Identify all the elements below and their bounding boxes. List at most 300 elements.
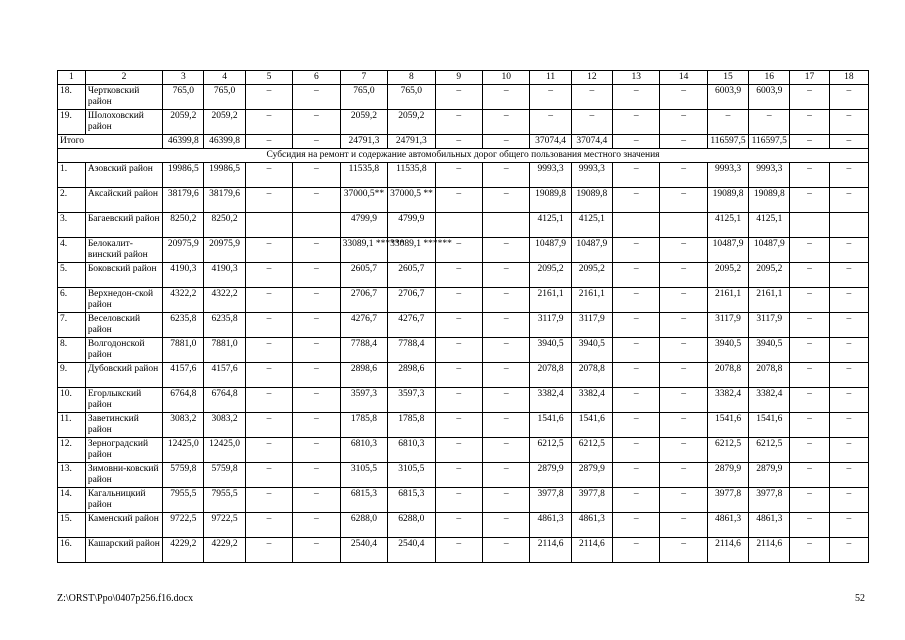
- table-row: [58, 463, 869, 488]
- value-cell: 765,0: [388, 85, 435, 110]
- row-number: 5.: [58, 263, 86, 288]
- value-cell: 2898,6: [388, 363, 435, 388]
- value-cell: –: [293, 288, 340, 313]
- value-cell: –: [435, 463, 482, 488]
- value-cell: 2161,1: [530, 288, 571, 313]
- district-name: Верхнедон-ской район: [85, 288, 162, 313]
- value-cell: 10487,9: [707, 238, 748, 263]
- value-cell: 2706,7: [340, 288, 387, 313]
- value-cell: 3382,4: [749, 388, 790, 413]
- value-cell: –: [293, 110, 340, 135]
- value-cell: 11535,8: [388, 163, 435, 188]
- value-cell: –: [293, 413, 340, 438]
- value-cell: 4322,2: [204, 288, 245, 313]
- district-name: Боковский район: [85, 263, 162, 288]
- value-cell: –: [245, 438, 292, 463]
- value-cell: –: [613, 313, 660, 338]
- value-cell: [483, 213, 530, 238]
- value-cell: –: [293, 488, 340, 513]
- value-cell: –: [613, 513, 660, 538]
- total-label: Итого: [58, 135, 163, 149]
- value-cell: 1541,6: [530, 413, 571, 438]
- header-cell: 10: [483, 71, 530, 85]
- value-cell: –: [790, 238, 829, 263]
- value-cell: –: [245, 488, 292, 513]
- value-cell: –: [293, 263, 340, 288]
- header-cell: 13: [613, 71, 660, 85]
- value-cell: –: [790, 513, 829, 538]
- value-cell: 10487,9: [530, 238, 571, 263]
- total-value-cell: –: [829, 135, 868, 149]
- value-cell: –: [660, 163, 707, 188]
- value-cell: 6235,8: [163, 313, 204, 338]
- value-cell: –: [435, 110, 482, 135]
- value-cell: 2114,6: [749, 538, 790, 563]
- value-cell: –: [435, 438, 482, 463]
- total-value-cell: –: [483, 135, 530, 149]
- district-name: Кагальницкий район: [85, 488, 162, 513]
- value-cell: –: [829, 538, 868, 563]
- district-name: Волгодонской район: [85, 338, 162, 363]
- value-cell: 7881,0: [163, 338, 204, 363]
- value-cell: –: [245, 338, 292, 363]
- row-number: 7.: [58, 313, 86, 338]
- district-name: Зимовни-ковский район: [85, 463, 162, 488]
- value-cell: –: [660, 413, 707, 438]
- value-cell: 3940,5: [530, 338, 571, 363]
- table-row: [58, 188, 869, 213]
- value-cell: –: [293, 85, 340, 110]
- value-cell: 9993,3: [749, 163, 790, 188]
- value-cell: 19089,8: [707, 188, 748, 213]
- value-cell: 7955,5: [163, 488, 204, 513]
- value-cell: 6212,5: [707, 438, 748, 463]
- value-cell: 4229,2: [163, 538, 204, 563]
- value-cell: 6764,8: [204, 388, 245, 413]
- value-cell: [245, 213, 292, 238]
- value-cell: –: [790, 163, 829, 188]
- value-cell: 6212,5: [571, 438, 612, 463]
- value-cell: –: [293, 363, 340, 388]
- value-cell: 2078,8: [571, 363, 612, 388]
- value-cell: –: [790, 188, 829, 213]
- value-cell: 2879,9: [571, 463, 612, 488]
- value-cell: 3940,5: [571, 338, 612, 363]
- value-cell: –: [829, 438, 868, 463]
- value-cell: –: [829, 513, 868, 538]
- total-value-cell: 24791,3: [340, 135, 387, 149]
- value-cell: 9722,5: [204, 513, 245, 538]
- value-cell: –: [245, 85, 292, 110]
- value-cell: –: [483, 263, 530, 288]
- header-cell: 1: [58, 71, 86, 85]
- district-name: Чертковский район: [85, 85, 162, 110]
- value-cell: –: [660, 288, 707, 313]
- value-cell: 1785,8: [388, 413, 435, 438]
- value-cell: –: [435, 338, 482, 363]
- value-cell: –: [245, 538, 292, 563]
- value-cell: 8250,2: [163, 213, 204, 238]
- value-cell: –: [660, 110, 707, 135]
- row-number: 1.: [58, 163, 86, 188]
- value-cell: –: [660, 388, 707, 413]
- value-cell: 4861,3: [571, 513, 612, 538]
- value-cell: –: [483, 388, 530, 413]
- value-cell: –: [660, 188, 707, 213]
- row-number: 6.: [58, 288, 86, 313]
- value-cell: –: [660, 263, 707, 288]
- value-cell: –: [660, 438, 707, 463]
- table-row: [58, 413, 869, 438]
- value-cell: –: [829, 338, 868, 363]
- value-cell: 2879,9: [707, 463, 748, 488]
- header-cell: 5: [245, 71, 292, 85]
- value-cell: –: [245, 238, 292, 263]
- district-name: Дубовский район: [85, 363, 162, 388]
- value-cell: 4125,1: [749, 213, 790, 238]
- value-cell: –: [613, 263, 660, 288]
- value-cell: 2095,2: [530, 263, 571, 288]
- value-cell: 4276,7: [388, 313, 435, 338]
- table-row: [58, 85, 869, 110]
- value-cell: 2078,8: [707, 363, 748, 388]
- value-cell: 19986,5: [163, 163, 204, 188]
- value-cell: –: [571, 110, 612, 135]
- header-cell: 15: [707, 71, 748, 85]
- value-cell: 5759,8: [163, 463, 204, 488]
- total-value-cell: –: [660, 135, 707, 149]
- value-cell: 3117,9: [749, 313, 790, 338]
- value-cell: 765,0: [163, 85, 204, 110]
- value-cell: –: [660, 463, 707, 488]
- value-cell: 4799,9: [340, 213, 387, 238]
- row-number: 3.: [58, 213, 86, 238]
- value-cell: –: [435, 413, 482, 438]
- value-cell: 7955,5: [204, 488, 245, 513]
- table-row: [58, 288, 869, 313]
- value-cell: 4190,3: [163, 263, 204, 288]
- value-cell: –: [245, 513, 292, 538]
- value-cell: 2095,2: [571, 263, 612, 288]
- header-row: [58, 71, 869, 85]
- value-cell: [790, 213, 829, 238]
- district-name: Заветинский район: [85, 413, 162, 438]
- value-cell: –: [613, 338, 660, 363]
- value-cell: [435, 213, 482, 238]
- value-cell: –: [245, 363, 292, 388]
- total-value-cell: –: [245, 135, 292, 149]
- value-cell: –: [483, 488, 530, 513]
- value-cell: 2078,8: [749, 363, 790, 388]
- total-value-cell: 46399,8: [163, 135, 204, 149]
- value-cell: 765,0: [340, 85, 387, 110]
- value-cell: 3382,4: [707, 388, 748, 413]
- value-cell: 6815,3: [340, 488, 387, 513]
- value-cell: –: [829, 388, 868, 413]
- table-row: [58, 238, 869, 263]
- value-cell: 2540,4: [388, 538, 435, 563]
- value-cell: –: [613, 188, 660, 213]
- district-name: Азовский район: [85, 163, 162, 188]
- value-cell: 4190,3: [204, 263, 245, 288]
- value-cell: –: [293, 463, 340, 488]
- value-cell: 10487,9: [749, 238, 790, 263]
- value-cell: –: [435, 163, 482, 188]
- value-cell: 20975,9: [163, 238, 204, 263]
- total-value-cell: 46399,8: [204, 135, 245, 149]
- value-cell: 3977,8: [749, 488, 790, 513]
- total-value-cell: 37074,4: [530, 135, 571, 149]
- value-cell: –: [483, 463, 530, 488]
- value-cell: 3083,2: [163, 413, 204, 438]
- value-cell: –: [790, 413, 829, 438]
- row-number: 8.: [58, 338, 86, 363]
- value-cell: 4157,6: [163, 363, 204, 388]
- value-cell: –: [483, 238, 530, 263]
- value-cell: –: [293, 388, 340, 413]
- value-cell: –: [435, 538, 482, 563]
- value-cell: –: [245, 288, 292, 313]
- value-cell: 9993,3: [571, 163, 612, 188]
- value-cell: 20975,9: [204, 238, 245, 263]
- value-cell: –: [790, 338, 829, 363]
- total-value-cell: 116597,5: [707, 135, 748, 149]
- value-cell: –: [483, 85, 530, 110]
- value-cell: 6235,8: [204, 313, 245, 338]
- row-number: 2.: [58, 188, 86, 213]
- header-cell: 16: [749, 71, 790, 85]
- value-cell: –: [245, 188, 292, 213]
- value-cell: –: [829, 163, 868, 188]
- value-cell: 6810,3: [340, 438, 387, 463]
- section-row: [58, 149, 869, 163]
- value-cell: 11535,8: [340, 163, 387, 188]
- value-cell: –: [613, 463, 660, 488]
- value-cell: –: [660, 85, 707, 110]
- value-cell: –: [435, 363, 482, 388]
- value-cell: –: [790, 438, 829, 463]
- value-cell: 2114,6: [707, 538, 748, 563]
- value-cell: –: [790, 263, 829, 288]
- value-cell: –: [483, 438, 530, 463]
- table-row: [58, 388, 869, 413]
- value-cell: –: [829, 263, 868, 288]
- value-cell: 3977,8: [530, 488, 571, 513]
- value-cell: –: [245, 263, 292, 288]
- value-cell: –: [790, 85, 829, 110]
- value-cell: –: [613, 363, 660, 388]
- value-cell: 2114,6: [571, 538, 612, 563]
- value-cell: 1541,6: [707, 413, 748, 438]
- value-cell: 2161,1: [749, 288, 790, 313]
- value-cell: 3597,3: [388, 388, 435, 413]
- row-number: 9.: [58, 363, 86, 388]
- header-cell: 18: [829, 71, 868, 85]
- value-cell: –: [293, 188, 340, 213]
- value-cell: 3105,5: [388, 463, 435, 488]
- value-cell: 38179,6: [204, 188, 245, 213]
- header-cell: 12: [571, 71, 612, 85]
- value-cell: –: [293, 163, 340, 188]
- value-cell: 37000,5**: [340, 188, 387, 213]
- value-cell: –: [829, 313, 868, 338]
- value-cell: –: [790, 288, 829, 313]
- value-cell: 6212,5: [530, 438, 571, 463]
- value-cell: [829, 213, 868, 238]
- row-number: 16.: [58, 538, 86, 563]
- value-cell: 2605,7: [388, 263, 435, 288]
- value-cell: 5759,8: [204, 463, 245, 488]
- header-cell: 14: [660, 71, 707, 85]
- header-cell: 3: [163, 71, 204, 85]
- value-cell: 6764,8: [163, 388, 204, 413]
- district-name: Егорлыкский район: [85, 388, 162, 413]
- value-cell: –: [790, 538, 829, 563]
- table-row: [58, 263, 869, 288]
- value-cell: –: [613, 538, 660, 563]
- value-cell: –: [435, 188, 482, 213]
- value-cell: –: [829, 188, 868, 213]
- value-cell: 6212,5: [749, 438, 790, 463]
- table-row: [58, 513, 869, 538]
- row-number: 15.: [58, 513, 86, 538]
- value-cell: 1785,8: [340, 413, 387, 438]
- value-cell: 6288,0: [388, 513, 435, 538]
- value-cell: –: [245, 463, 292, 488]
- value-cell: –: [435, 288, 482, 313]
- value-cell: 4322,2: [163, 288, 204, 313]
- value-cell: 38179,6: [163, 188, 204, 213]
- value-cell: –: [435, 85, 482, 110]
- total-value-cell: –: [435, 135, 482, 149]
- value-cell: –: [790, 363, 829, 388]
- value-cell: 3083,2: [204, 413, 245, 438]
- value-cell: 6003,9: [707, 85, 748, 110]
- value-cell: 4861,3: [749, 513, 790, 538]
- footer-page-number: 52: [855, 593, 865, 604]
- district-name: Белокалит-винский район: [85, 238, 162, 263]
- district-name: Каменский район: [85, 513, 162, 538]
- value-cell: –: [435, 313, 482, 338]
- value-cell: [613, 213, 660, 238]
- district-name: Веселовский район: [85, 313, 162, 338]
- table-row: [58, 538, 869, 563]
- value-cell: 10487,9: [571, 238, 612, 263]
- header-cell: 4: [204, 71, 245, 85]
- total-value-cell: –: [293, 135, 340, 149]
- value-cell: –: [660, 338, 707, 363]
- value-cell: –: [790, 313, 829, 338]
- value-cell: 6003,9: [749, 85, 790, 110]
- value-cell: –: [829, 85, 868, 110]
- district-name: Кашарский район: [85, 538, 162, 563]
- value-cell: –: [245, 388, 292, 413]
- value-cell: 2605,7: [340, 263, 387, 288]
- header-cell: 6: [293, 71, 340, 85]
- value-cell: –: [483, 110, 530, 135]
- row-number: 4.: [58, 238, 86, 263]
- value-cell: 4861,3: [707, 513, 748, 538]
- value-cell: 2879,9: [749, 463, 790, 488]
- value-cell: –: [829, 238, 868, 263]
- total-value-cell: 116597,5: [749, 135, 790, 149]
- value-cell: –: [483, 513, 530, 538]
- value-cell: –: [530, 110, 571, 135]
- table-row: [58, 213, 869, 238]
- data-table: [57, 70, 869, 563]
- value-cell: 4125,1: [571, 213, 612, 238]
- value-cell: 12425,0: [204, 438, 245, 463]
- value-cell: –: [245, 163, 292, 188]
- value-cell: –: [483, 163, 530, 188]
- value-cell: 9722,5: [163, 513, 204, 538]
- value-cell: 765,0: [204, 85, 245, 110]
- value-cell: –: [293, 513, 340, 538]
- value-cell: 2898,6: [340, 363, 387, 388]
- value-cell: 9993,3: [530, 163, 571, 188]
- value-cell: –: [245, 110, 292, 135]
- value-cell: 19089,8: [571, 188, 612, 213]
- value-cell: 9993,3: [707, 163, 748, 188]
- value-cell: –: [660, 238, 707, 263]
- value-cell: 2879,9: [530, 463, 571, 488]
- header-cell: 7: [340, 71, 387, 85]
- table-row: [58, 313, 869, 338]
- value-cell: –: [435, 388, 482, 413]
- value-cell: 2114,6: [530, 538, 571, 563]
- header-cell: 17: [790, 71, 829, 85]
- value-cell: 4125,1: [530, 213, 571, 238]
- value-cell: –: [245, 313, 292, 338]
- value-cell: 6815,3: [388, 488, 435, 513]
- table-row: [58, 363, 869, 388]
- value-cell: –: [613, 438, 660, 463]
- value-cell: 3597,3: [340, 388, 387, 413]
- value-cell: 3940,5: [749, 338, 790, 363]
- value-cell: –: [483, 288, 530, 313]
- table-row: [58, 338, 869, 363]
- value-cell: –: [293, 313, 340, 338]
- value-cell: –: [483, 338, 530, 363]
- value-cell: –: [660, 538, 707, 563]
- value-cell: 4157,6: [204, 363, 245, 388]
- district-name: Шолоховский район: [85, 110, 162, 135]
- value-cell: 6810,3: [388, 438, 435, 463]
- value-cell: 3977,8: [707, 488, 748, 513]
- value-cell: 2078,8: [530, 363, 571, 388]
- value-cell: –: [293, 538, 340, 563]
- value-cell: –: [435, 263, 482, 288]
- value-cell: 1541,6: [749, 413, 790, 438]
- value-cell: –: [483, 363, 530, 388]
- value-cell: –: [613, 288, 660, 313]
- header-cell: 11: [530, 71, 571, 85]
- value-cell: –: [660, 313, 707, 338]
- value-cell: 2161,1: [571, 288, 612, 313]
- total-row: [58, 135, 869, 149]
- value-cell: 7881,0: [204, 338, 245, 363]
- value-cell: –: [483, 188, 530, 213]
- value-cell: 4799,9: [388, 213, 435, 238]
- row-number: 10.: [58, 388, 86, 413]
- header-cell: 2: [85, 71, 162, 85]
- value-cell: –: [660, 363, 707, 388]
- section-title: Субсидия на ремонт и содержание автомобильных дорог общего пользования местного значения: [58, 149, 869, 163]
- value-cell: 7788,4: [340, 338, 387, 363]
- value-cell: [293, 213, 340, 238]
- table-row: [58, 163, 869, 188]
- value-cell: 3977,8: [571, 488, 612, 513]
